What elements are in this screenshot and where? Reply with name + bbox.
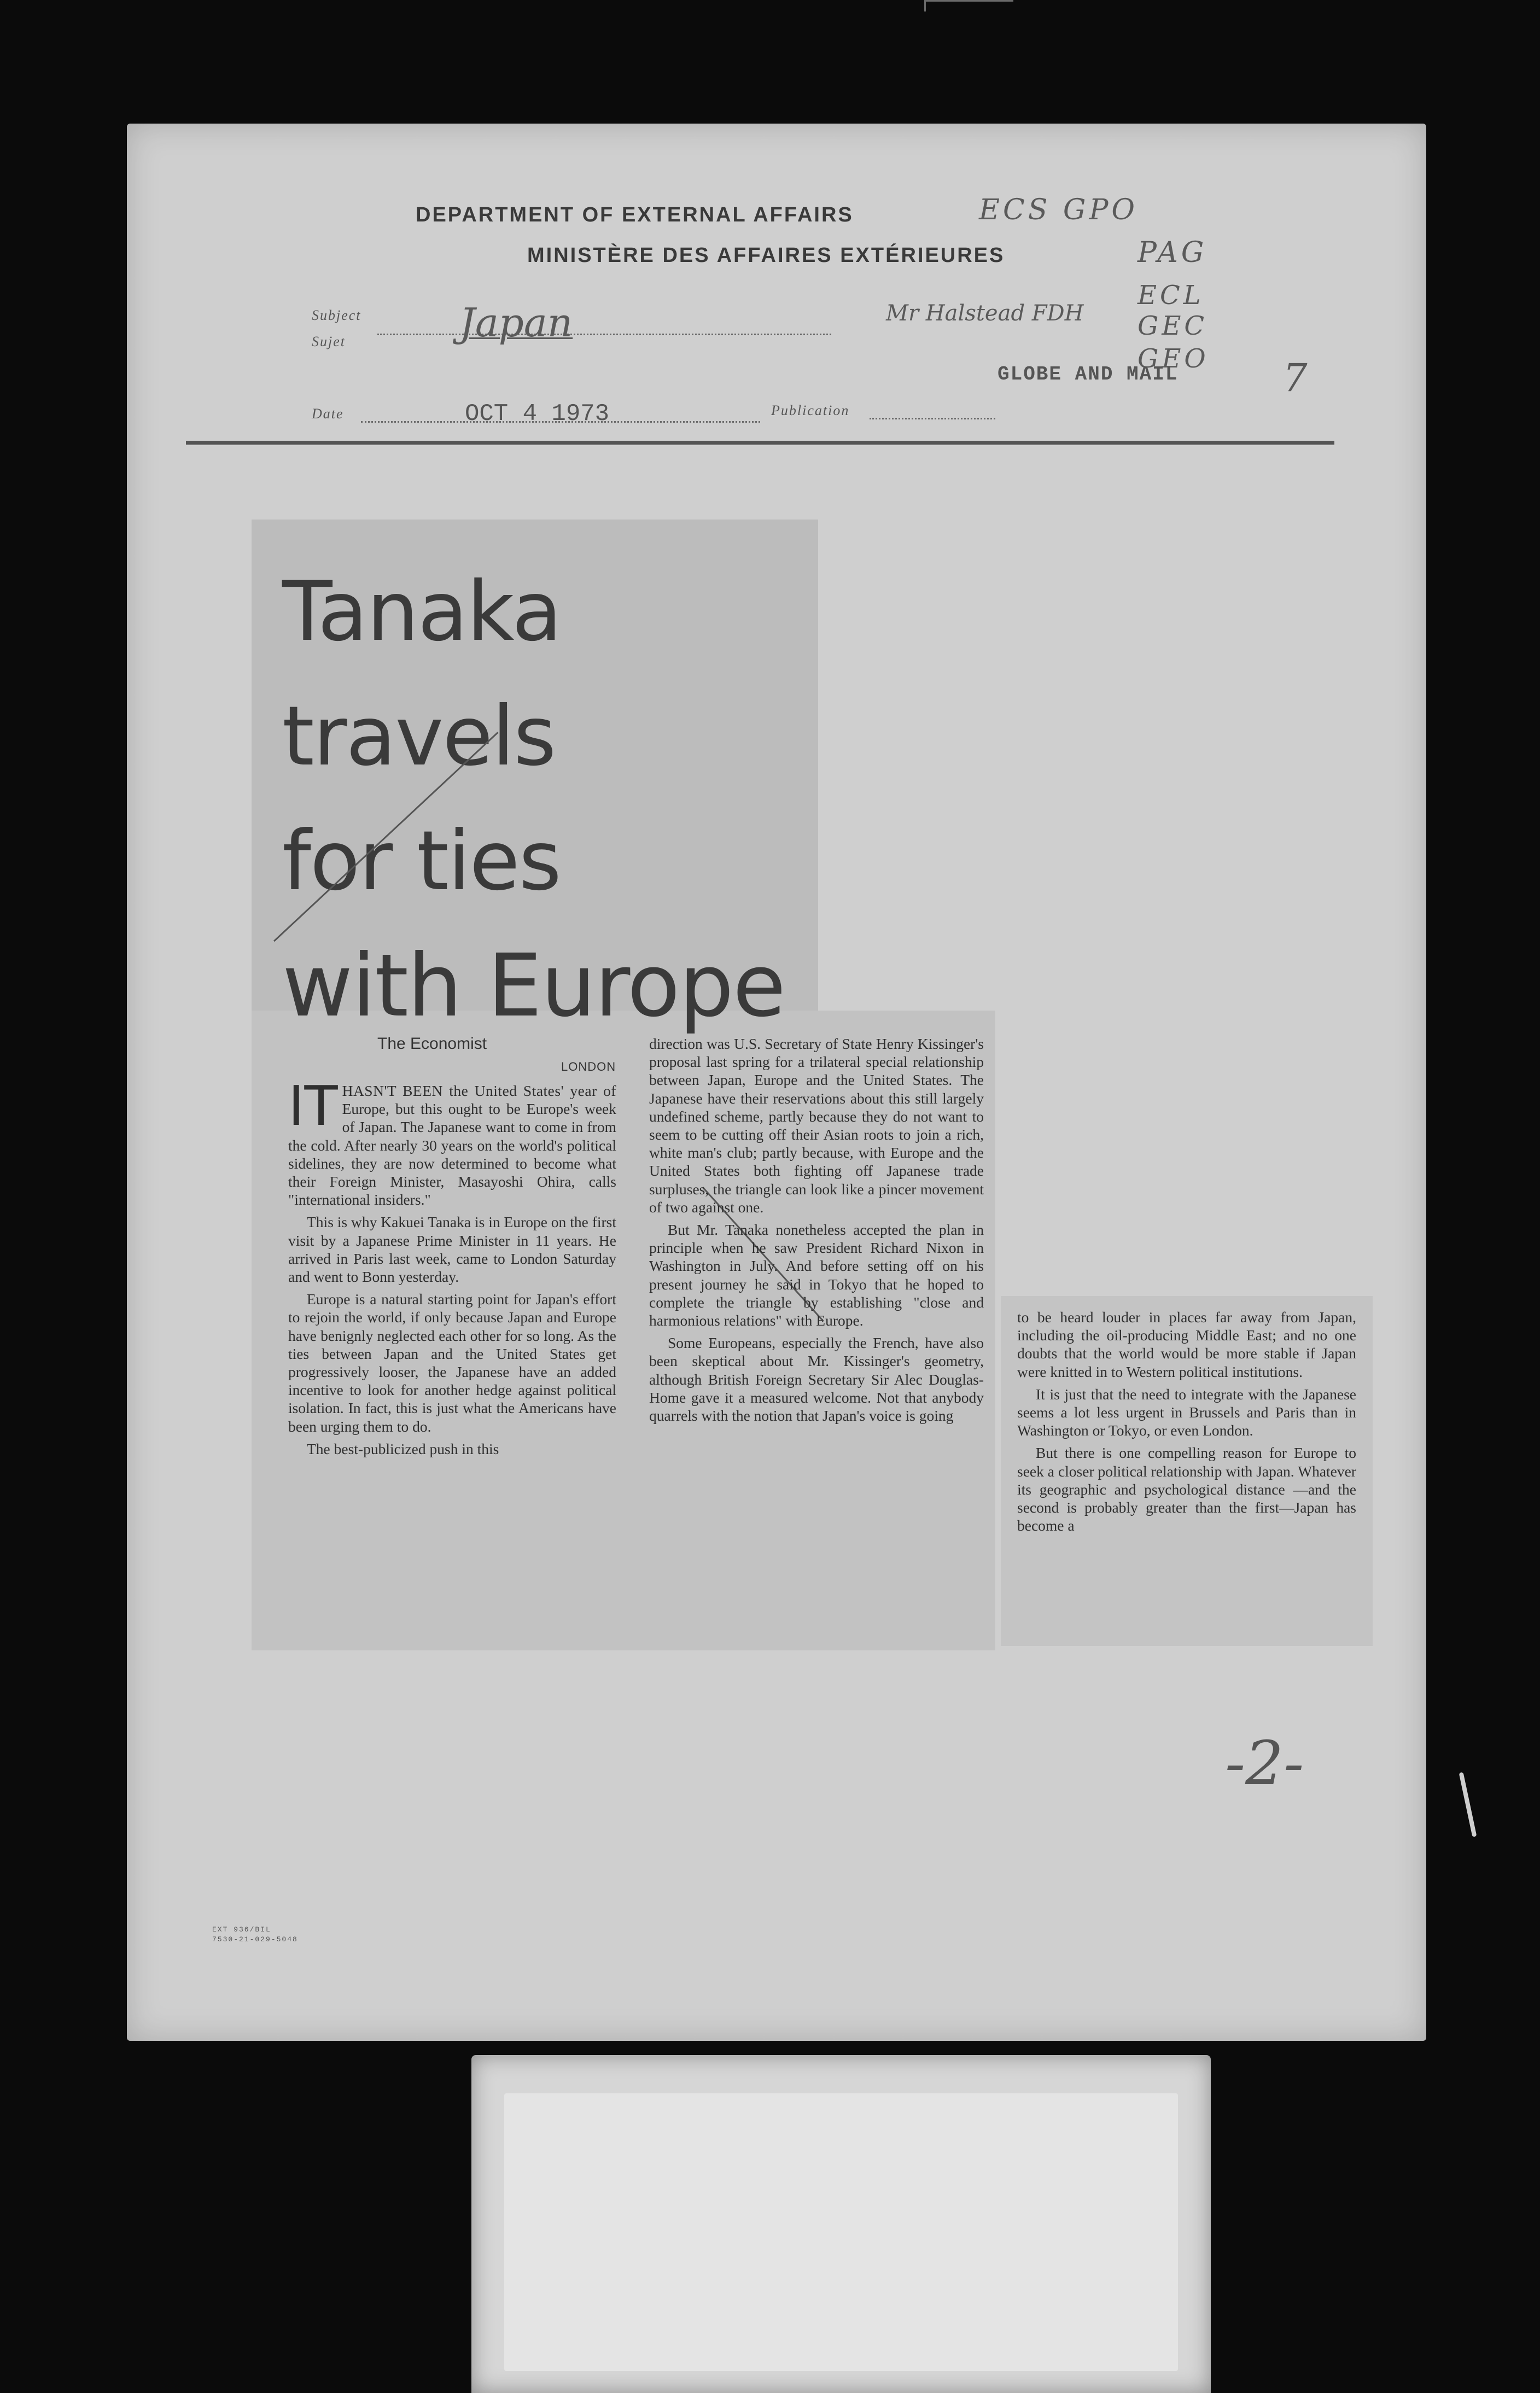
headline-line-3: for ties bbox=[282, 814, 561, 909]
page-reference: 7 bbox=[1283, 355, 1308, 400]
article-headline bbox=[282, 550, 818, 1048]
subject-label: Subject bbox=[312, 307, 361, 323]
paragraph: to be heard louder in places far away from Japan, including the oil-producing Middle East; and no one doubts that the world would be more stable if Japan were knitted in to Western political institutions. bbox=[1017, 1309, 1356, 1380]
next-frame-card bbox=[471, 2055, 1211, 2393]
paragraph: Some Europeans, especially the French, have also been skeptical about Mr. Kissinger's geometry, although British Foreign Secretary Sir Alec Douglas-Home gave it a measured welcome. Not that anybody quarrels with the notion that Japan's voice is going bbox=[649, 1334, 984, 1425]
drop-cap: IT bbox=[288, 1074, 338, 1138]
article-source: The Economist bbox=[377, 1035, 487, 1053]
paragraph: It is just that the need to integrate with the Japanese seems a lot less urgent in Brussels and Paris than in Washington or Tokyo, or even London. bbox=[1017, 1385, 1356, 1439]
paragraph: But there is one compelling reason for Europe to seek a closer political relationship with Japan. Whatever its geographic and psychological distance —and the second is probably greater than the first—Japan has become a bbox=[1017, 1444, 1356, 1534]
paragraph: But Mr. Tanaka nonetheless accepted the plan in principle when he saw President Richard Nixon in Washington in July. And before setting off on his present journey he said in Tokyo that he hoped to complete the triangle by establishing "close and harmonious relations" with Europe. bbox=[649, 1221, 984, 1329]
form-code: EXT 936/BIL 7530-21-029-5048 bbox=[212, 1925, 298, 1943]
department-name-en: DEPARTMENT OF EXTERNAL AFFAIRS bbox=[416, 203, 854, 226]
date-label: Date bbox=[312, 406, 344, 422]
date-stamp: OCT 4 1973 bbox=[465, 400, 610, 428]
routing-line-3: ECL bbox=[1138, 280, 1204, 311]
paragraph: direction was U.S. Secretary of State Henry Kissinger's proposal last spring for a trilateral special relationship between Japan, Europe and the United States. The Japanese have their reservations about this still largely undefined scheme, partly because they do not want to seem to be cutting off their Asian roots to join a rich, white man's club; partly because, with Europe and the United States both fighting off Japanese trade surpluses, the triangle can look like a pincer movement of two against one. bbox=[649, 1035, 984, 1216]
paragraph: Europe is a natural starting point for Japan's effort to rejoin the world, if only because Japan and Europe have benignly neglected each other for so long. As the ties between Japan and the United States get progressively looser, the Japanese have an added incentive to look for another hedge against political isolation. In fact, this is just what the Americans have been urging them to do. bbox=[288, 1291, 616, 1435]
film-edge-mark bbox=[924, 0, 1013, 11]
article-column-2 bbox=[649, 1035, 984, 1425]
article-column-3 bbox=[1017, 1308, 1356, 1534]
paragraph: This is why Kakuei Tanaka is in Europe on the first visit by a Japanese Prime Minister in 11 years. He arrived in Paris last week, came to London Saturday and went to Bonn yesterday. bbox=[288, 1213, 616, 1286]
sujet-label: Sujet bbox=[312, 334, 346, 349]
publication-value: GLOBE AND MAIL bbox=[998, 363, 1179, 386]
publication-label: Publication bbox=[771, 402, 850, 418]
routing-line-4: GEC bbox=[1138, 311, 1208, 341]
routing-line-1: ECS GPO bbox=[979, 194, 1139, 226]
headline-line-2: travels bbox=[282, 689, 556, 784]
film-edge-mark bbox=[1459, 1772, 1477, 1837]
header-rule bbox=[186, 441, 1334, 445]
department-name-fr: MINISTÈRE DES AFFAIRES EXTÉRIEURES bbox=[527, 244, 1005, 267]
routing-line-2: PAG bbox=[1138, 236, 1208, 269]
handwritten-note: Mr Halstead FDH bbox=[886, 301, 1084, 326]
routing-line-5: GEO bbox=[1138, 343, 1209, 374]
subject-line bbox=[377, 334, 831, 335]
page-number: -2- bbox=[1225, 1728, 1304, 1798]
paragraph: IT HASN'T BEEN the United States' year of Europe, but this ought to be Europe's week of Japan. The Japanese want to come in from the cold. After nearly 30 years on the world's political sidelines, they are now determined to become what their Foreign Minister, Masayoshi Ohira, calls "international insiders." bbox=[288, 1074, 616, 1209]
article-column-1 bbox=[288, 1074, 616, 1458]
headline-line-1: Tanaka bbox=[282, 564, 561, 659]
article-dateline: LONDON bbox=[561, 1060, 616, 1073]
publication-line bbox=[870, 418, 995, 419]
subject-value: Japan bbox=[459, 300, 573, 346]
paragraph: The best-publicized push in this bbox=[307, 1440, 499, 1457]
headline-line-4: with Europe bbox=[282, 936, 785, 1036]
